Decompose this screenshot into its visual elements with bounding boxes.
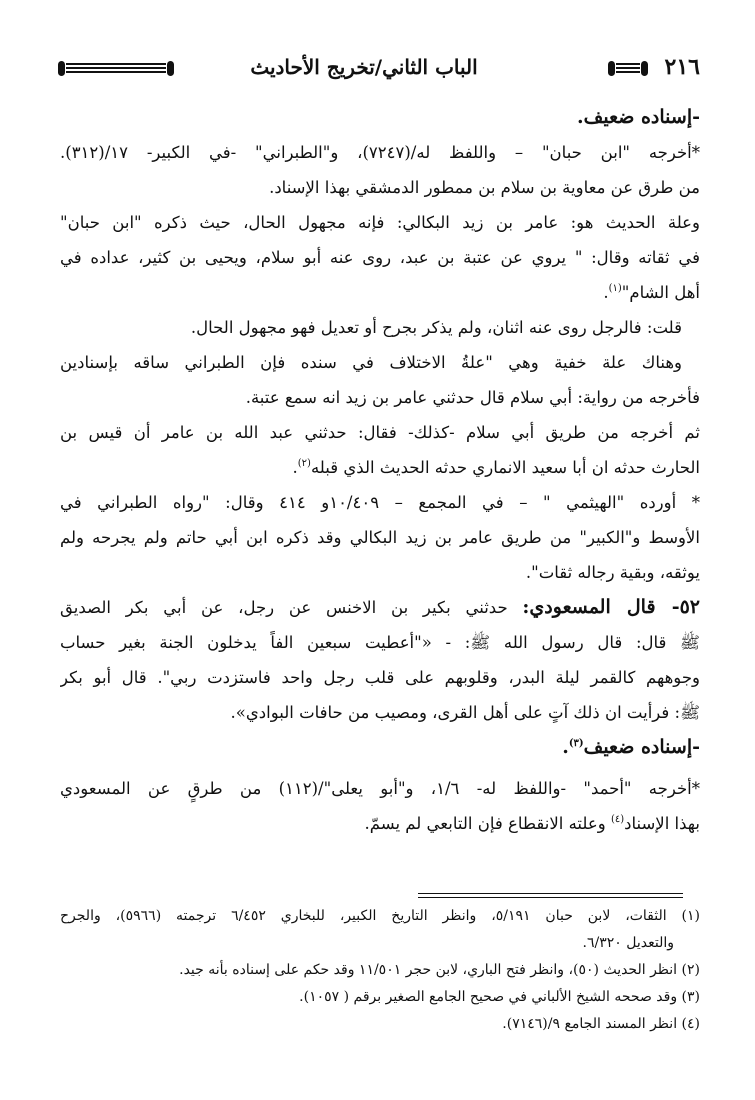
footnote: (٢) انظر الحديث (٥٠)، وانظر فتح الباري، لابن حجر ١١/٥٠١ وقد حكم على إسناده بأنه جيد. xyxy=(179,962,700,978)
footnotes xyxy=(60,903,700,1038)
main-text xyxy=(60,100,700,841)
footnote-separator xyxy=(418,893,683,901)
text-line: الأوسط و"الكبير" من طريق عامر بن زيد البكالي وقد ذكره ابن أبي حاتم ولم يجرحه ولم xyxy=(60,528,700,547)
footnote-ref: (٤) xyxy=(610,814,625,825)
footnote-ref: (١) xyxy=(608,283,622,294)
page-number: ٢١٦ xyxy=(664,54,700,80)
header-ornament-right xyxy=(608,63,648,74)
text-line: في ثقاته وقال: " يروي عن عتبة بن عبد، روى عنه أبو سلام، ويحيى بن كثير، عداده في xyxy=(60,248,700,267)
text-line: وهناك علة خفية وهي "علةُ الاختلاف في سنده فإن الطبراني ساقه بإسنادين xyxy=(60,353,682,372)
footnote: (٤) انظر المسند الجامع ٩/(٧١٤٦). xyxy=(502,1016,700,1032)
footnote-ref: (٣) xyxy=(568,738,584,749)
text-line: أهل الشام"$^{(١)}$. xyxy=(603,283,700,302)
text-line: *أخرجه "ابن حبان" – واللفظ له/(٧٢٤٧)، و"الطبراني" -في الكبير- ١٧/(٣١٢). xyxy=(60,143,700,162)
text-line: فأخرجه من رواية: أبي سلام قال حدثني عامر بن زيد انه سمع عتبة. xyxy=(245,388,700,407)
text-line: ﷺ: فرأيت ان ذلك آتٍ على أهل القرى، ومصيب من حافات البوادي». xyxy=(230,703,700,722)
text-line: يوثقه، وبقية رجاله ثقات". xyxy=(525,563,700,582)
text-line: بهذا الإسناد$^{(٤)}$ وعلته الانقطاع فإن التابعي لم يسمّ. xyxy=(364,814,700,833)
footnote: (٣) وقد صححه الشيخ الألباني في صحيح الجامع الصغير برقم ( ١٠٥٧). xyxy=(299,989,700,1005)
text-line: الحارث حدثه ان أبا سعيد الانماري حدثه الحديث الذي قبله$^{(٢)}$. xyxy=(292,458,700,477)
text-line: ثم أخرجه من طريق أبي سلام -كذلك- فقال: حدثني عبد الله بن عامر أن قيس بن xyxy=(60,423,700,442)
footnote-ref: (٢) xyxy=(297,458,311,469)
grading-line: -إسناده ضعيف. xyxy=(577,106,700,128)
hadith-number: ٥٢- قال المسعودي: xyxy=(522,596,700,618)
text-line: *أخرجه "أحمد" -واللفظ له- ١/٦، و"أبو يعلى"/(١١٢) من طرقٍ عن المسعودي xyxy=(60,779,700,798)
footnote: والتعديل ٦/٣٢٠. xyxy=(582,935,674,951)
header-ornament-left xyxy=(58,63,174,74)
text-line: وعلة الحديث هو: عامر بن زيد البكالي: فإنه مجهول الحال، حيث ذكره "ابن حبان" xyxy=(60,213,700,232)
text-line: * أورده "الهيثمي " – في المجمع – ١٠/٤٠٩و ٤١٤ وقال: "رواه الطبراني في xyxy=(60,493,700,512)
chapter-title: الباب الثاني/تخريج الأحاديث xyxy=(250,55,478,79)
footnote: (١) الثقات، لابن حبان ٥/١٩١، وانظر التاريخ الكبير، للبخاري ٦/٤٥٢ ترجمته (٥٩٦٦)، والجرح xyxy=(60,908,700,924)
hadith-heading: ٥٢- قال المسعودي: حدثني بكير بن الاخنس عن رجل، عن أبي بكر الصديق xyxy=(60,596,700,618)
grading-line: -إسناده ضعيف$^{(٣)}$. xyxy=(562,736,700,758)
text-line: ﷺ قال: قال رسول الله ﷺ: - «"أعطيت سبعين الفاً يدخلون الجنة بغير حساب xyxy=(60,633,700,652)
text-line: وجوههم كالقمر ليلة البدر، وقلوبهم على قلب رجل واحد فاستزدت ربي". قال أبو بكر xyxy=(60,668,700,687)
page-header xyxy=(58,52,700,88)
text-line: من طرق عن معاوية بن سلام بن ممطور الدمشقي بهذا الإسناد. xyxy=(269,178,700,197)
text-line: قلت: فالرجل روى عنه اثنان، ولم يذكر بجرح أو تعديل فهو مجهول الحال. xyxy=(190,318,682,337)
